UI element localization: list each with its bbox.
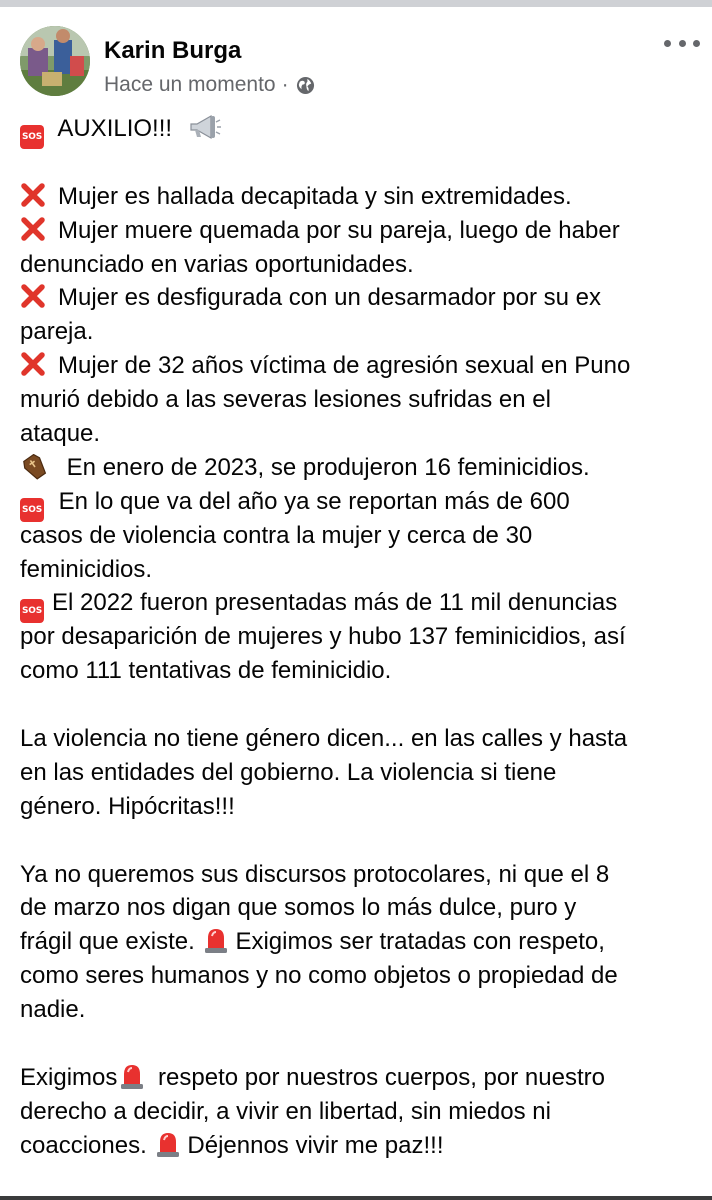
- post-line-text: como 111 tentativas de feminicidio.: [20, 657, 392, 685]
- post-line-text: Mujer es desfigurada con un desarmador por su ex: [58, 284, 601, 312]
- blank-line: [20, 146, 700, 180]
- timestamp[interactable]: Hace un momento: [104, 73, 276, 96]
- post-line-text: Exigimos: [20, 1063, 118, 1091]
- post-line: [20, 891, 700, 925]
- post-line: [20, 620, 700, 654]
- sos-icon: SOS: [20, 498, 44, 522]
- post-line-text: derecho a decidir, a vivir en libertad, sin miedos ni: [20, 1097, 551, 1125]
- avatar[interactable]: [20, 26, 90, 96]
- post-line: [20, 553, 700, 587]
- sos-icon: SOS: [20, 125, 44, 149]
- post-line: [20, 858, 700, 892]
- post-meta: [104, 73, 315, 97]
- post-line: [20, 214, 700, 248]
- post-line: [20, 1095, 700, 1129]
- post-line-text: Déjennos vivir me paz!!!: [187, 1131, 444, 1159]
- post-line: [20, 790, 700, 824]
- post-line: [20, 248, 700, 282]
- post-line: [20, 756, 700, 790]
- cross-mark-icon: [20, 351, 46, 377]
- post-line-text: de marzo nos digan que somos lo más dulce, puro y: [20, 894, 577, 922]
- post-line: [20, 315, 700, 349]
- post-line-text: género. Hipócritas!!!: [20, 792, 235, 820]
- post-line: [20, 417, 700, 451]
- cross-mark-icon: [20, 182, 46, 208]
- post-line: [20, 383, 700, 417]
- post-line: [20, 281, 700, 315]
- blank-line: [20, 688, 700, 722]
- post-line-text: feminicidios.: [20, 555, 153, 583]
- blank-line: [20, 824, 700, 858]
- cross-mark-icon: [20, 216, 46, 242]
- blank-line: [20, 1027, 700, 1061]
- post-line-text: Mujer de 32 años víctima de agresión sexual en Puno: [58, 352, 631, 380]
- post-line: [20, 1061, 700, 1095]
- post-header: [20, 26, 700, 98]
- more-options-icon[interactable]: [664, 32, 700, 54]
- post-line-text: denunciado en varias oportunidades.: [20, 250, 414, 278]
- post-line-text: murió debido a las severas lesiones sufridas en el: [20, 386, 551, 414]
- post-line-text: Ya no queremos sus discursos protocolares, ni que el 8: [20, 860, 610, 888]
- globe-icon: [296, 76, 315, 95]
- post-line-text: Mujer es hallada decapitada y sin extremidades.: [58, 182, 572, 210]
- post-line: [20, 519, 700, 553]
- post-line-text: respeto por nuestros cuerpos, por nuestro: [151, 1063, 605, 1091]
- post-line-text: En enero de 2023, se produjeron 16 feminicidios.: [60, 453, 590, 481]
- megaphone-icon: [187, 113, 221, 141]
- post-line-text: Mujer muere quemada por su pareja, luego de haber: [58, 216, 620, 244]
- post-line-text: La violencia no tiene género dicen... en las calles y hasta: [20, 725, 628, 753]
- post-line: [20, 485, 700, 519]
- meta-separator: ·: [281, 73, 289, 96]
- sos-icon: SOS: [20, 599, 44, 623]
- post-line-text: coacciones.: [20, 1131, 154, 1159]
- bottom-border: [0, 1196, 712, 1200]
- post-line: [20, 451, 700, 485]
- siren-icon: [203, 926, 229, 954]
- siren-icon: [119, 1062, 145, 1090]
- post-line: [20, 349, 700, 383]
- post-line: [20, 112, 700, 146]
- post-line: [20, 959, 700, 993]
- post-line-text: En lo que va del año ya se reportan más de 600: [52, 487, 570, 515]
- post-line-text: como seres humanos y no como objetos o propiedad de: [20, 962, 618, 990]
- coffin-icon: [20, 454, 50, 480]
- post-line-text: El 2022 fueron presentadas más de 11 mil denuncias: [52, 589, 618, 617]
- post-line: [20, 925, 700, 959]
- siren-icon: [155, 1130, 181, 1158]
- post-line: [20, 180, 700, 214]
- post-line: [20, 654, 700, 688]
- post-line: [20, 1129, 700, 1163]
- cross-mark-icon: [20, 283, 46, 309]
- top-border: [0, 0, 712, 7]
- post-line: [20, 722, 700, 756]
- post-line-text: en las entidades del gobierno. La violencia si tiene: [20, 758, 557, 786]
- post-line: [20, 586, 700, 620]
- post-line-text: casos de violencia contra la mujer y cerca de 30: [20, 521, 533, 549]
- post-line-text: por desaparición de mujeres y hubo 137 feminicidios, así: [20, 623, 626, 651]
- post-line-text: pareja.: [20, 318, 94, 346]
- post-line: [20, 993, 700, 1027]
- post-line-text: frágil que existe.: [20, 928, 202, 956]
- post-text: [20, 112, 700, 1163]
- post-line-text: ataque.: [20, 420, 101, 448]
- post-line-text: AUXILIO!!!: [52, 115, 179, 142]
- post-line-text: Exigimos ser tratadas con respeto,: [235, 928, 605, 956]
- post-line-text: nadie.: [20, 996, 86, 1024]
- author-name[interactable]: Karin Burga: [104, 37, 242, 64]
